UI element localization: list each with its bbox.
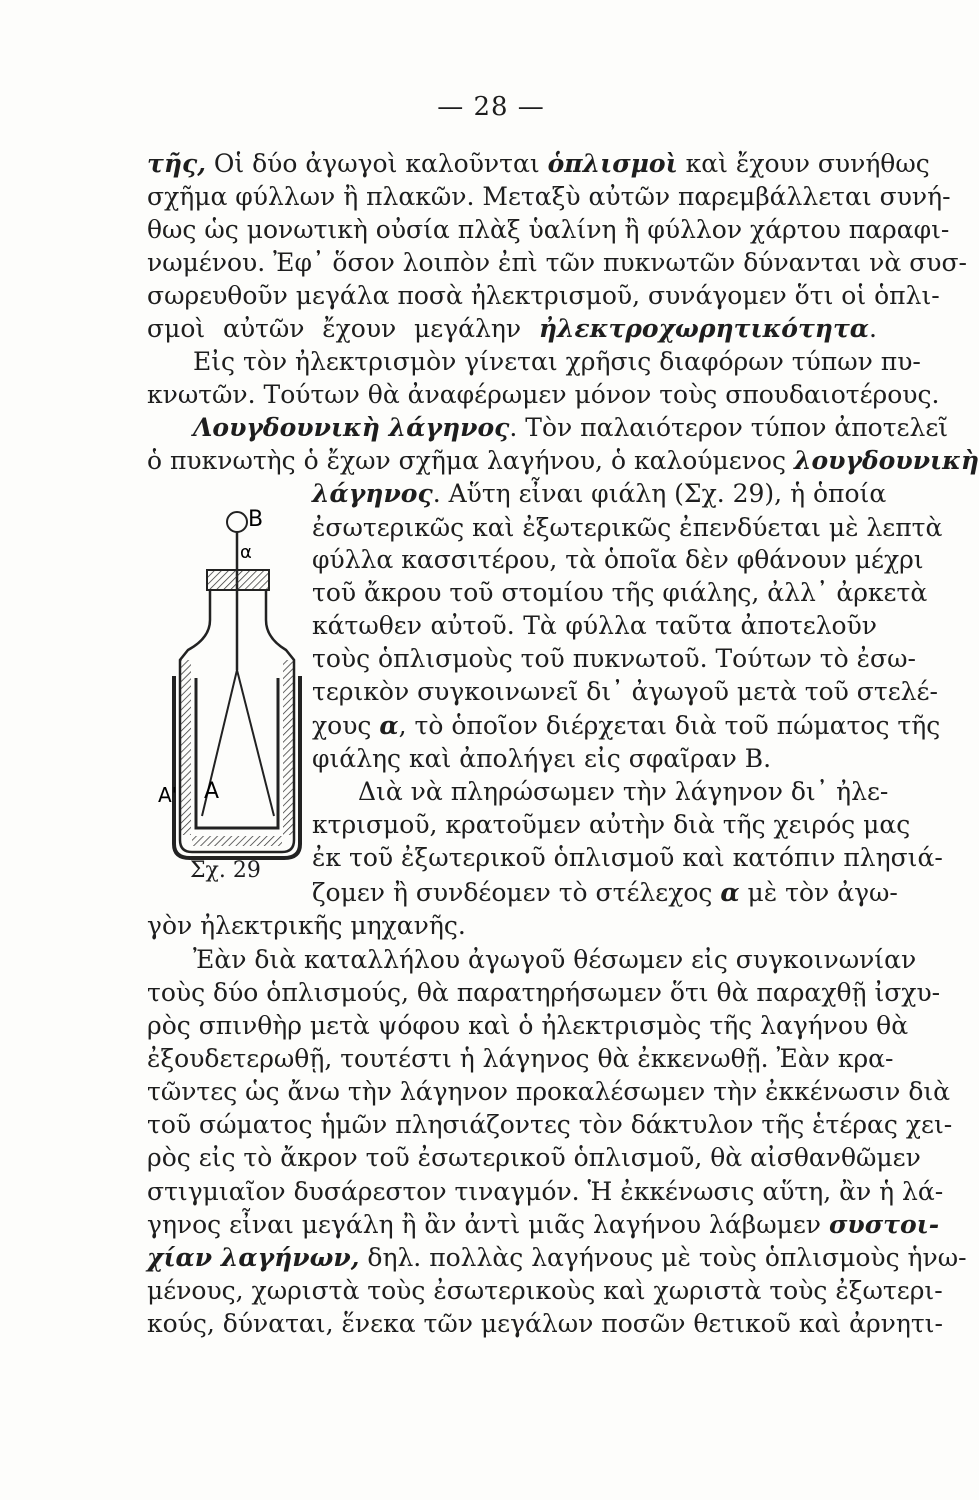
knob-sphere: [227, 512, 247, 532]
text-run: τερικὸν συγκοινωνεῖ δι᾽ ἀγωγοῦ μετὰ τοῦ στελέ-: [312, 677, 938, 706]
text-line: [312, 643, 916, 675]
text-line: [312, 478, 887, 510]
text-line: [147, 412, 949, 444]
text-line: [147, 247, 967, 279]
inner-coating: [196, 678, 278, 828]
text-run: τῶντες ὡς ἄνω τὴν λάγηνον προκαλέσωμεν τὴν ἐκκένωσιν διὰ: [147, 1077, 951, 1106]
text-run: καὶ ἔχουν συνήθως: [677, 149, 930, 178]
bold-term: χίαν λαγήνων,: [147, 1243, 360, 1272]
text-line: [312, 809, 911, 841]
text-run: , τὸ ὁποῖον διέρχεται διὰ τοῦ πώματος τῆς: [398, 711, 941, 740]
text-run: Εἰς τὸν ἠλεκτρισμὸν γίνεται χρῆσις διαφόρων τύπων πυ-: [193, 347, 921, 376]
text-run: . Αὕτη εἶναι φιάλη (Σχ. 29), ἡ ὁποία: [432, 479, 887, 508]
text-run: τοῦ σώματος ἡμῶν πλησιάζοντες τὸν δάκτυλον τῆς ἑτέρας χει-: [147, 1110, 953, 1139]
bold-term: Λουγδουνικὴ λάγηνος: [193, 413, 510, 442]
text-line: [312, 512, 943, 544]
text-line: [147, 1043, 894, 1075]
text-run: φιάλης καὶ ἀπολήγει εἰς σφαῖραν Β.: [312, 744, 772, 773]
label-A-prime: A': [158, 783, 178, 807]
text-line: [147, 280, 940, 312]
text-line: [312, 842, 943, 874]
text-run: Οἱ δύο ἀγωγοὶ καλοῦνται: [205, 149, 548, 178]
bold-term: λάγηνος: [312, 479, 433, 508]
text-line: [147, 346, 921, 378]
text-run: Ἐὰν διὰ καταλλήλου ἀγωγοῦ θέσωμεν εἰς συγκοινωνίαν: [193, 945, 917, 974]
text-line: [147, 1308, 943, 1340]
text-run: κτρισμοῦ, κρατοῦμεν αὐτὴν διὰ τῆς χειρός μας: [312, 810, 911, 839]
stopper: [207, 570, 269, 590]
text-line: [147, 379, 940, 411]
text-line: [147, 313, 877, 345]
text-run: ὁ πυκνωτὴς ὁ ἔχων σχῆμα λαγήνου, ὁ καλούμενος: [147, 446, 794, 475]
text-run: μένους, χωριστὰ τοὺς ἐσωτερικοὺς καὶ χωριστὰ τοὺς ἐξωτερι-: [147, 1276, 943, 1305]
leyden-jar-figure: [150, 500, 310, 890]
text-run: θως ὡς μονωτικὴ οὐσία πλὰξ ὑαλίνη ἢ φύλλον χάρτου παραφι-: [147, 215, 950, 244]
text-line: [147, 1209, 940, 1241]
bold-term: α: [720, 878, 740, 907]
outer-coating: [174, 676, 300, 858]
bold-term: συστοι-: [828, 1210, 940, 1239]
text-run: ζομεν ἢ συνδέομεν τὸ στέλεχος: [312, 878, 721, 907]
text-line: [147, 1142, 921, 1174]
bold-term: λουγδουνικὴ: [793, 446, 979, 475]
text-run: ρὸς σπινθὴρ μετὰ ψόφου καὶ ὁ ἠλεκτρισμὸς τῆς λαγήνου θὰ: [147, 1011, 909, 1040]
text-run: μὲ τὸν ἀγω-: [739, 878, 898, 907]
text-run: γὸν ἠλεκτρικῆς μηχανῆς.: [147, 911, 466, 940]
label-B: B: [248, 507, 264, 532]
label-A: A: [204, 779, 220, 804]
bold-term: τῆς,: [147, 149, 206, 178]
text-run: Διὰ νὰ πληρώσωμεν τὴν λάγηνον δι᾽ ἠλε-: [358, 777, 889, 806]
text-run: κνωτῶν. Τούτων θὰ ἀναφέρωμεν μόνον τοὺς σπουδαιοτέρους.: [147, 380, 940, 409]
text-run: . Τὸν παλαιότερον τύπον ἀποτελεῖ: [509, 413, 949, 442]
text-line: [312, 577, 928, 609]
text-line: [147, 977, 941, 1009]
text-run: σχῆμα φύλλων ἢ πλακῶν. Μεταξὺ αὐτῶν παρεμβάλλεται συνή-: [147, 182, 951, 211]
text-run: σωρευθοῦν μεγάλα ποσὰ ἠλεκτρισμοῦ, συνάγομεν ὅτι οἱ ὁπλι-: [147, 281, 940, 310]
text-line: [312, 710, 941, 742]
text-run: νωμένου. Ἐφ᾽ ὅσον λοιπὸν ἐπὶ τῶν πυκνωτῶν δύνανται νὰ συσ-: [147, 248, 967, 277]
text-run: κούς, δύναται, ἕνεκα τῶν μεγάλων ποσῶν θετικοῦ καὶ ἀρνητι-: [147, 1309, 943, 1338]
figure-caption: Σχ. 29: [190, 858, 261, 883]
text-line: [147, 1076, 951, 1108]
text-run: ρὸς εἰς τὸ ἄκρον τοῦ ἐσωτερικοῦ ὁπλισμοῦ, θὰ αἰσθανθῶμεν: [147, 1143, 921, 1172]
text-line: [147, 910, 877, 942]
text-run: δηλ. πολλὰς λαγήνους μὲ τοὺς ὁπλισμοὺς ἡνω-: [359, 1243, 967, 1272]
text-line: [147, 1275, 943, 1307]
text-run: χους: [312, 711, 380, 740]
text-run: κάτωθεν αὐτοῦ. Τὰ φύλλα ταῦτα ἀποτελοῦν: [312, 611, 877, 640]
text-run: ἐσωτερικῶς καὶ ἐξωτερικῶς ἐπενδύεται μὲ λεπτὰ: [312, 513, 943, 542]
text-line: [312, 610, 877, 642]
text-run: ἐκ τοῦ ἐξωτερικοῦ ὁπλισμοῦ καὶ κατόπιν πλησιά-: [312, 843, 943, 872]
text-line: [312, 676, 938, 708]
text-run: στιγμιαῖον δυσάρεστον τιναγμόν. Ἡ ἐκκένωσις αὕτη, ἂν ἡ λά-: [147, 1177, 944, 1206]
text-run: τοὺς ὁπλισμοὺς τοῦ πυκνωτοῦ. Τούτων τὸ ἐσω-: [312, 644, 916, 673]
text-line: [147, 1010, 909, 1042]
bold-term: α: [379, 711, 399, 740]
text-line: [312, 544, 924, 576]
text-run: φύλλα κασσιτέρου, τὰ ὁποῖα δὲν φθάνουν μέχρι: [312, 545, 924, 574]
text-line: [312, 877, 898, 909]
text-line: [312, 776, 889, 808]
text-line: [147, 181, 951, 213]
label-a: α: [240, 542, 252, 563]
text-run: σμοὶ αὐτῶν ἔχουν μεγάλην: [147, 314, 539, 343]
text-line: [147, 445, 979, 477]
text-line: [147, 1109, 953, 1141]
text-run: τοὺς δύο ὁπλισμούς, θὰ παρατηρήσωμεν ὅτι θὰ παραχθῇ ἰσχυ-: [147, 978, 941, 1007]
text-line: [147, 944, 917, 976]
text-line: [147, 1242, 967, 1274]
text-run: ἐξουδετερωθῇ, τουτέστι ἡ λάγηνος θὰ ἐκκενωθῇ. Ἐὰν κρα-: [147, 1044, 894, 1073]
text-line: [147, 1176, 944, 1208]
text-run: γηνος εἶναι μεγάλη ἢ ἂν ἀντὶ μιᾶς λαγήνου λάβωμεν: [147, 1210, 829, 1239]
page-number: — 28 —: [437, 92, 545, 122]
text-run: .: [869, 314, 877, 343]
bold-term: ἠλεκτροχωρητικότητα: [538, 314, 870, 343]
text-line: [312, 743, 877, 775]
text-run: τοῦ ἄκρου τοῦ στομίου τῆς φιάλης, ἀλλ᾽ ἀρκετὰ: [312, 578, 928, 607]
text-line: [147, 214, 950, 246]
text-line: [147, 148, 930, 180]
bold-term: ὁπλισμοὶ: [547, 149, 678, 178]
